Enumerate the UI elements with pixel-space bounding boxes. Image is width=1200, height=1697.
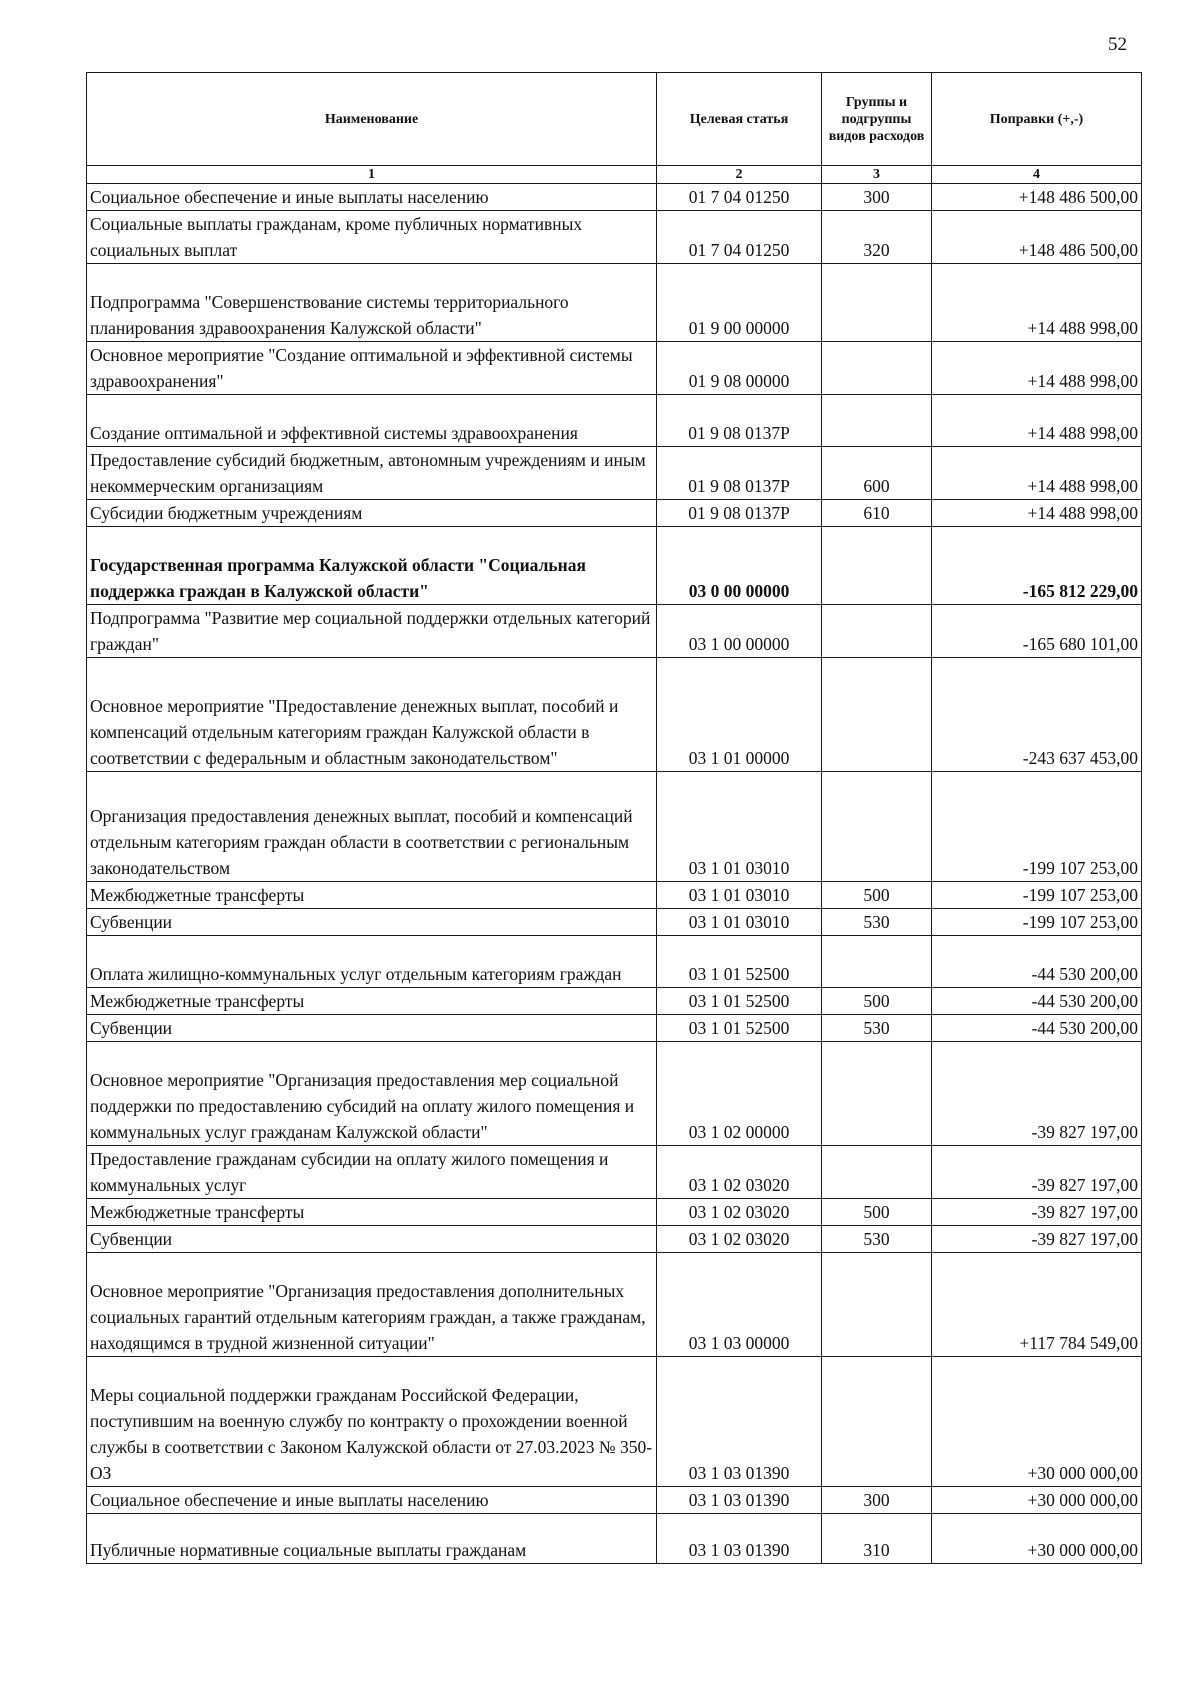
row-amount: -44 530 200,00 (932, 1015, 1142, 1042)
row-code: 03 1 01 52500 (657, 1015, 822, 1042)
row-code: 03 1 03 01390 (657, 1357, 822, 1487)
table-row (87, 342, 1142, 395)
header-groups: Группы и подгруппы видов расходов (822, 73, 932, 166)
page-number: 52 (1108, 34, 1127, 55)
row-group (822, 772, 932, 882)
row-name: Социальное обеспечение и иные выплаты населению (87, 184, 657, 211)
table-row (87, 395, 1142, 447)
row-name: Субвенции (87, 1226, 657, 1253)
row-code: 01 9 00 00000 (657, 264, 822, 342)
table-header-row (87, 73, 1142, 166)
row-code: 03 1 03 01390 (657, 1487, 822, 1514)
row-group (822, 527, 932, 605)
row-amount: -165 680 101,00 (932, 605, 1142, 658)
row-group: 600 (822, 447, 932, 500)
header-name: Наименование (87, 73, 657, 166)
row-name: Основное мероприятие "Организация предоставления мер социальной поддержки по предоставлению субсидий на оплату жилого помещения и коммунальных услуг гражданам Калужской области" (87, 1042, 657, 1146)
table-row (87, 936, 1142, 988)
row-amount: -199 107 253,00 (932, 909, 1142, 936)
row-code: 03 1 03 01390 (657, 1514, 822, 1564)
row-code: 03 1 03 00000 (657, 1253, 822, 1357)
table-row (87, 1146, 1142, 1199)
table-row (87, 1226, 1142, 1253)
row-code: 01 9 08 0137Р (657, 500, 822, 527)
row-group (822, 605, 932, 658)
table-row (87, 1253, 1142, 1357)
row-name: Основное мероприятие "Предоставление денежных выплат, пособий и компенсаций отдельным категориям граждан Калужской области в соответствии с федеральным и областным законодательством" (87, 658, 657, 772)
row-name: Предоставление гражданам субсидии на оплату жилого помещения и коммунальных услуг (87, 1146, 657, 1199)
row-name: Субвенции (87, 1015, 657, 1042)
row-code: 03 1 01 52500 (657, 988, 822, 1015)
row-group (822, 1042, 932, 1146)
row-group (822, 658, 932, 772)
row-name: Публичные нормативные социальные выплаты гражданам (87, 1514, 657, 1564)
row-name: Оплата жилищно-коммунальных услуг отдельным категориям граждан (87, 936, 657, 988)
row-code: 03 1 01 00000 (657, 658, 822, 772)
row-amount: +14 488 998,00 (932, 395, 1142, 447)
row-code: 03 1 02 00000 (657, 1042, 822, 1146)
row-group (822, 264, 932, 342)
row-name: Основное мероприятие "Создание оптимальной и эффективной системы здравоохранения" (87, 342, 657, 395)
row-amount: +117 784 549,00 (932, 1253, 1142, 1357)
row-amount: +148 486 500,00 (932, 211, 1142, 264)
table-row (87, 988, 1142, 1015)
row-group: 500 (822, 1199, 932, 1226)
budget-amendments-table (86, 72, 1142, 1564)
table-row (87, 211, 1142, 264)
row-group (822, 936, 932, 988)
row-group: 530 (822, 909, 932, 936)
row-name: Межбюджетные трансферты (87, 1199, 657, 1226)
table-row (87, 184, 1142, 211)
row-amount: -39 827 197,00 (932, 1199, 1142, 1226)
row-group (822, 1253, 932, 1357)
row-group (822, 1357, 932, 1487)
row-name: Межбюджетные трансферты (87, 882, 657, 909)
row-group (822, 1146, 932, 1199)
row-amount: -165 812 229,00 (932, 527, 1142, 605)
row-name: Основное мероприятие "Организация предоставления дополнительных социальных гарантий отдельным категориям граждан, а также гражданам, находящимся в трудной жизненной ситуации" (87, 1253, 657, 1357)
row-group: 530 (822, 1015, 932, 1042)
row-amount: -39 827 197,00 (932, 1226, 1142, 1253)
table-row (87, 1357, 1142, 1487)
row-group: 300 (822, 184, 932, 211)
row-name: Организация предоставления денежных выплат, пособий и компенсаций отдельным категориям граждан области в соответствии с региональным законодательством (87, 772, 657, 882)
row-amount: -44 530 200,00 (932, 936, 1142, 988)
row-amount: +148 486 500,00 (932, 184, 1142, 211)
column-number: 3 (822, 166, 932, 184)
row-code: 01 7 04 01250 (657, 184, 822, 211)
row-code: 03 1 01 03010 (657, 882, 822, 909)
row-amount: +30 000 000,00 (932, 1487, 1142, 1514)
table-row (87, 264, 1142, 342)
row-group (822, 395, 932, 447)
row-code: 03 1 01 03010 (657, 909, 822, 936)
row-code: 03 1 00 00000 (657, 605, 822, 658)
table-row (87, 527, 1142, 605)
row-group: 500 (822, 988, 932, 1015)
row-group: 300 (822, 1487, 932, 1514)
row-group: 310 (822, 1514, 932, 1564)
row-amount: -39 827 197,00 (932, 1146, 1142, 1199)
table-row (87, 909, 1142, 936)
row-code: 01 9 08 00000 (657, 342, 822, 395)
row-amount: +14 488 998,00 (932, 447, 1142, 500)
table-row (87, 658, 1142, 772)
row-code: 03 1 02 03020 (657, 1146, 822, 1199)
row-amount: +14 488 998,00 (932, 342, 1142, 395)
row-amount: -199 107 253,00 (932, 772, 1142, 882)
table-row (87, 605, 1142, 658)
table-row (87, 1514, 1142, 1564)
row-name: Предоставление субсидий бюджетным, автономным учреждениям и иным некоммерческим организациям (87, 447, 657, 500)
row-name: Создание оптимальной и эффективной системы здравоохранения (87, 395, 657, 447)
row-code: 01 7 04 01250 (657, 211, 822, 264)
row-amount: +14 488 998,00 (932, 264, 1142, 342)
column-number: 1 (87, 166, 657, 184)
table-row (87, 772, 1142, 882)
row-code: 03 1 01 52500 (657, 936, 822, 988)
column-number: 2 (657, 166, 822, 184)
row-amount: +14 488 998,00 (932, 500, 1142, 527)
row-amount: -39 827 197,00 (932, 1042, 1142, 1146)
row-code: 01 9 08 0137Р (657, 447, 822, 500)
row-code: 03 0 00 00000 (657, 527, 822, 605)
row-group: 610 (822, 500, 932, 527)
row-group: 500 (822, 882, 932, 909)
row-name: Субсидии бюджетным учреждениям (87, 500, 657, 527)
row-name: Подпрограмма "Совершенствование системы территориального планирования здравоохранения Калужской области" (87, 264, 657, 342)
table-row (87, 500, 1142, 527)
row-code: 03 1 01 03010 (657, 772, 822, 882)
row-amount: -243 637 453,00 (932, 658, 1142, 772)
row-name: Субвенции (87, 909, 657, 936)
row-name: Подпрограмма "Развитие мер социальной поддержки отдельных категорий граждан" (87, 605, 657, 658)
row-amount: -44 530 200,00 (932, 988, 1142, 1015)
table-row (87, 1042, 1142, 1146)
row-amount: +30 000 000,00 (932, 1514, 1142, 1564)
row-amount: +30 000 000,00 (932, 1357, 1142, 1487)
row-name: Меры социальной поддержки гражданам Российской Федерации, поступившим на военную службу по контракту о прохождении военной службы в соответствии с Законом Калужской области от 27.03.2023 № 350-ОЗ (87, 1357, 657, 1487)
header-amendments: Поправки (+,-) (932, 73, 1142, 166)
table-row (87, 447, 1142, 500)
table-row (87, 882, 1142, 909)
row-name: Государственная программа Калужской области "Социальная поддержка граждан в Калужской области" (87, 527, 657, 605)
row-name: Социальные выплаты гражданам, кроме публичных нормативных социальных выплат (87, 211, 657, 264)
table-row (87, 1199, 1142, 1226)
row-group: 320 (822, 211, 932, 264)
header-target: Целевая статья (657, 73, 822, 166)
column-number: 4 (932, 166, 1142, 184)
row-amount: -199 107 253,00 (932, 882, 1142, 909)
column-number-row (87, 166, 1142, 184)
table-row (87, 1015, 1142, 1042)
row-code: 03 1 02 03020 (657, 1199, 822, 1226)
row-code: 03 1 02 03020 (657, 1226, 822, 1253)
table-row (87, 1487, 1142, 1514)
row-group (822, 342, 932, 395)
row-group: 530 (822, 1226, 932, 1253)
row-name: Социальное обеспечение и иные выплаты населению (87, 1487, 657, 1514)
row-code: 01 9 08 0137Р (657, 395, 822, 447)
row-name: Межбюджетные трансферты (87, 988, 657, 1015)
